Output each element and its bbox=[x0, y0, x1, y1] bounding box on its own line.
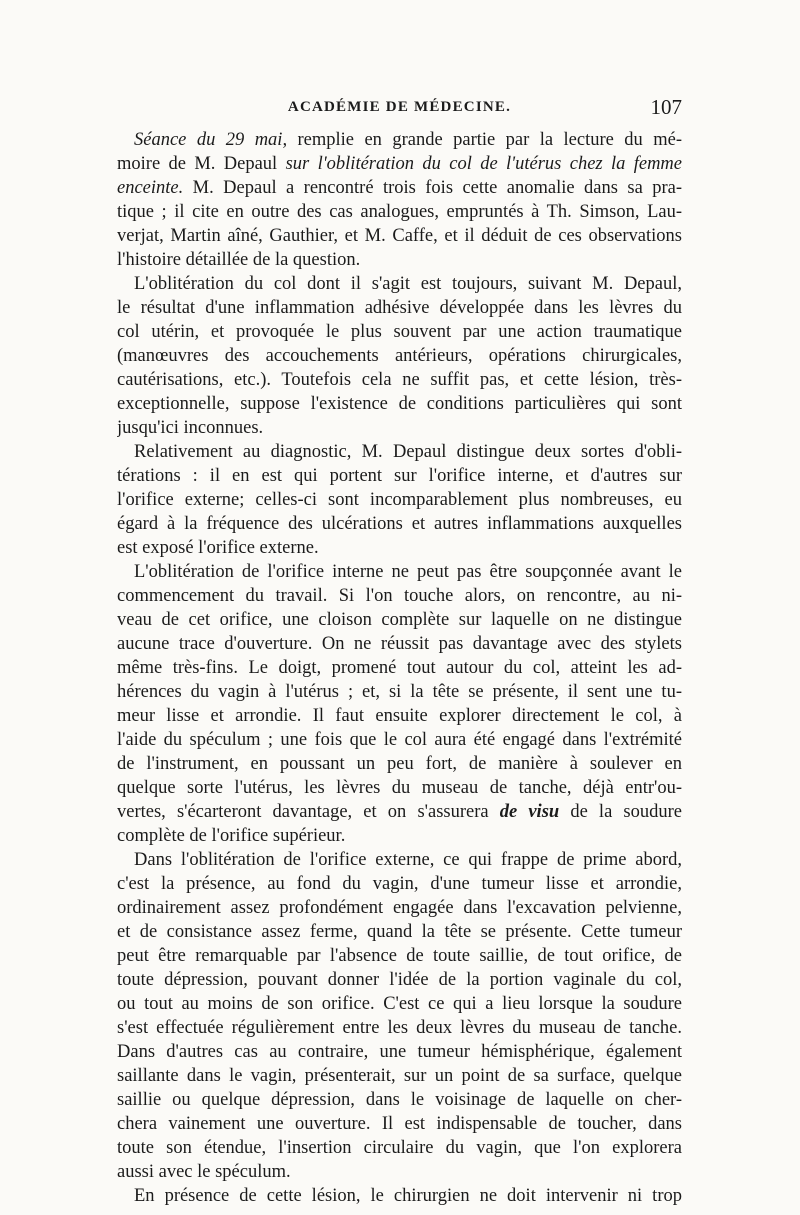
paragraph-1-line-6: l'histoire détaillée de la question. bbox=[117, 250, 361, 270]
paragraph-5-line-8: s'est effectuée régulièrement entre les deux lèvres du museau de tanche. bbox=[117, 1018, 682, 1038]
paragraph-4-line-3: veau de cet orifice, une cloison complète sur laquelle on ne distingue bbox=[117, 610, 682, 630]
paragraph-1-line-1: Séance du 29 mai, remplie en grande partie par la lecture du mé- bbox=[134, 130, 682, 150]
paragraph-4-line-8: l'aide du spéculum ; une fois que le col aura été engagé dans l'extrémité bbox=[117, 730, 682, 750]
paragraph-5-line-3: ordinairement assez profondément engagée dans l'excavation pelvienne, bbox=[117, 898, 682, 918]
paragraph-3-line-3: l'orifice externe; celles-ci sont incomparablement plus nombreuses, eu bbox=[117, 490, 682, 510]
paragraph-3-line-1: Relativement au diagnostic, M. Depaul distingue deux sortes d'obli- bbox=[134, 442, 682, 462]
paragraph-5-line-11: saillie ou quelque dépression, dans le voisinage de laquelle on cher- bbox=[117, 1090, 682, 1110]
paragraph-5-line-12: chera vainement une ouverture. Il est indispensable de toucher, dans bbox=[117, 1114, 682, 1134]
paragraph-2-line-2: le résultat d'une inflammation adhésive développée dans les lèvres du bbox=[117, 298, 682, 318]
paragraph-6-line-1: En présence de cette lésion, le chirurgien ne doit intervenir ni trop bbox=[134, 1186, 682, 1206]
page-number: 107 bbox=[650, 95, 682, 119]
paragraph-1-line-3: enceinte. M. Depaul a rencontré trois fois cette anomalie dans sa pra- bbox=[117, 178, 682, 198]
paragraph-5-line-5: peut être remarquable par l'absence de toute saillie, de tout orifice, de bbox=[117, 946, 682, 966]
paragraph-5-line-7: ou tout au moins de son orifice. C'est ce qui a lieu lorsque la soudure bbox=[117, 994, 682, 1014]
running-head: ACADÉMIE DE MÉDECINE. bbox=[287, 99, 512, 115]
paragraph-2-line-3: col utérin, et provoquée le plus souvent par une action traumatique bbox=[117, 322, 682, 342]
paragraph-5-line-14: aussi avec le spéculum. bbox=[117, 1162, 291, 1182]
paragraph-2-line-7: jusqu'ici inconnues. bbox=[117, 418, 264, 438]
paragraph-4-line-6: hérences du vagin à l'utérus ; et, si la tête se présente, il sent une tu- bbox=[117, 682, 682, 702]
body-text bbox=[117, 128, 682, 1208]
paragraph-4-line-10: quelque sorte l'utérus, les lèvres du museau de tanche, déjà entr'ou- bbox=[117, 778, 682, 798]
paragraph-4-line-1: L'oblitération de l'orifice interne ne peut pas être soupçonnée avant le bbox=[134, 562, 682, 582]
paragraph-4-line-11: vertes, s'écarteront davantage, et on s'assurera de visu de la soudure bbox=[117, 802, 682, 822]
paragraph-4-line-7: meur lisse et arrondie. Il faut ensuite explorer directement le col, à bbox=[117, 706, 682, 726]
page-header bbox=[117, 95, 682, 125]
paragraph-5-line-13: toute son étendue, l'insertion circulaire du vagin, que l'on explorera bbox=[117, 1138, 682, 1158]
paragraph-4-line-4: aucune trace d'ouverture. On ne réussit pas davantage avec des stylets bbox=[117, 634, 682, 654]
session-date: Séance du 29 mai, bbox=[134, 130, 288, 150]
paragraph-2-line-4: (manœuvres des accouchements antérieurs, opérations chirurgicales, bbox=[117, 346, 682, 366]
paragraph-2-line-1: L'oblitération du col dont il s'agit est toujours, suivant M. Depaul, bbox=[134, 274, 682, 294]
paragraph-4-line-2: commencement du travail. Si l'on touche alors, on rencontre, au ni- bbox=[117, 586, 682, 606]
paragraph-3-line-5: est exposé l'orifice externe. bbox=[117, 538, 319, 558]
paragraph-1-line-2: moire de M. Depaul sur l'oblitération du col de l'utérus chez la femme bbox=[117, 154, 682, 174]
paragraph-3-line-2: térations : il en est qui portent sur l'orifice interne, et d'autres sur bbox=[117, 466, 682, 486]
paragraph-4-line-12: complète de l'orifice supérieur. bbox=[117, 826, 346, 846]
paragraph-2-line-5: cautérisations, etc.). Toutefois cela ne suffit pas, et cette lésion, très- bbox=[117, 370, 682, 390]
paragraph-5-line-9: Dans d'autres cas au contraire, une tumeur hémisphérique, également bbox=[117, 1042, 682, 1062]
paragraph-4-line-5: même très-fins. Le doigt, promené tout autour du col, atteint les ad- bbox=[117, 658, 682, 678]
paragraph-5-line-2: c'est la présence, au fond du vagin, d'une tumeur lisse et arrondie, bbox=[117, 874, 682, 894]
paragraph-2-line-6: exceptionnelle, suppose l'existence de conditions particulières qui sont bbox=[117, 394, 682, 414]
paragraph-4-line-9: de l'instrument, en poussant un peu fort, de manière à soulever en bbox=[117, 754, 682, 774]
paragraph-5-line-4: et de consistance assez ferme, quand la tête se présente. Cette tumeur bbox=[117, 922, 682, 942]
paragraph-3-line-4: égard à la fréquence des ulcérations et autres inflammations auxquelles bbox=[117, 514, 682, 534]
paragraph-5-line-10: saillante dans le vagin, présenterait, sur un point de sa surface, quelque bbox=[117, 1066, 682, 1086]
paragraph-1-line-5: verjat, Martin aîné, Gauthier, et M. Caffe, et il déduit de ces observations bbox=[117, 226, 682, 246]
latin-phrase: de visu bbox=[499, 802, 560, 822]
paragraph-5-line-6: toute dépression, pouvant donner l'idée de la portion vaginale du col, bbox=[117, 970, 682, 990]
paragraph-1-line-4: tique ; il cite en outre des cas analogues, empruntés à Th. Simson, Lau- bbox=[117, 202, 682, 222]
paragraph-5-line-1: Dans l'oblitération de l'orifice externe, ce qui frappe de prime abord, bbox=[134, 850, 682, 870]
memoir-title: sur l'oblitération du col de l'utérus chez la femme bbox=[285, 154, 682, 174]
